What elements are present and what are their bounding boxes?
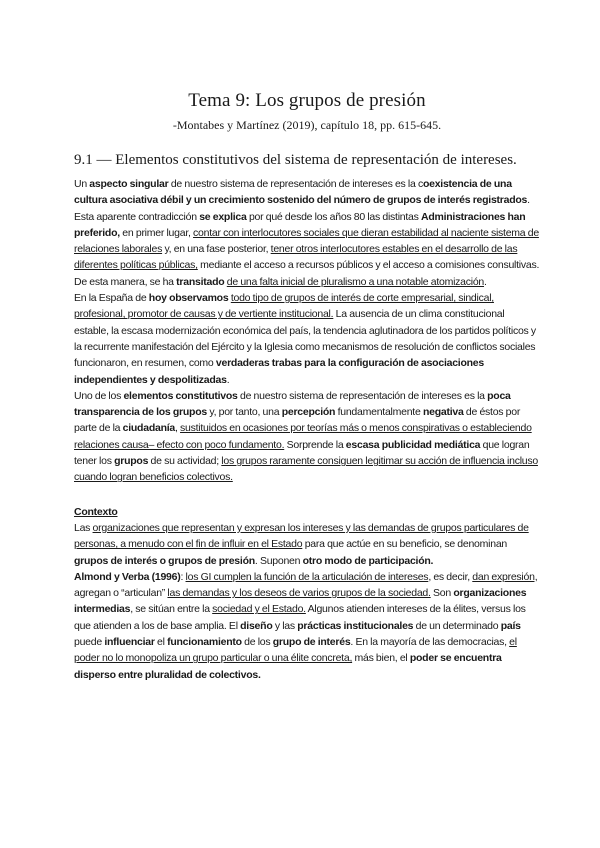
text-run: En la España de [74, 292, 149, 305]
document-body [74, 176, 540, 683]
text-run: . [484, 275, 487, 288]
bold-text: verdaderas trabas para la configuración de asociaciones independientes y despolitizadas [74, 357, 484, 386]
spacer [74, 486, 540, 504]
bold-text: grupos de interés o grupos de presión [74, 554, 255, 567]
paragraph-constitutive-elements [74, 388, 540, 486]
bold-text: grupo de interés [272, 636, 351, 649]
underlined-text: todo tipo de grupos de interés de corte empresarial, sindical, profesional, promotor de causas y de vertiente institucional. [74, 292, 494, 321]
underlined-text: sociedad y el Estado. [212, 603, 306, 616]
bold-text: país [500, 619, 521, 632]
text-run: . Esta aparente contradicción [74, 194, 530, 223]
text-run: agregan o “articulan” [74, 587, 168, 600]
underlined-text: dan expresión, [472, 570, 538, 583]
text-run: para que actúe en su beneficio, se denominan [302, 538, 507, 551]
bold-text: influenciar [104, 636, 155, 649]
bold-text: poder se encuentra disperso entre pluralidad de colectivos. [74, 652, 502, 681]
bold-text: hoy observamos [148, 292, 229, 305]
bold-text: Administraciones han preferido, [74, 210, 526, 239]
section-heading: 9.1 — Elementos constitutivos del sistema de representación de intereses. [74, 152, 517, 168]
text-run: de los [241, 636, 273, 649]
bold-text: oexistencia de una cultura asociativa débil y un crecimiento sostenido del número de grupos de interés registrados [74, 178, 528, 207]
bold-text: poca transparencia de los grupos [74, 389, 511, 419]
bold-text: percepción [281, 406, 336, 419]
text-run: Son [430, 587, 454, 600]
underlined-text: de una falta inicial de pluralismo a una notable atomización [226, 275, 485, 288]
text-run: . Suponen [254, 554, 303, 567]
text-run: que logran tener los [74, 438, 530, 468]
text-run: de su actividad; [148, 455, 222, 468]
bold-text: Almond y Verba (1996) [74, 570, 181, 583]
underlined-text: los grupos raramente consiguen legitimar su acción de influencia incluso cuando logran beneficios colectivos. [74, 455, 538, 484]
text-run: de un determinado [413, 619, 501, 632]
text-run: de éstos por parte de la [74, 406, 521, 435]
underlined-text: tener otros interlocutores estables en el desarrollo de las diferentes políticas públicas, [74, 243, 518, 272]
text-run: Sorprende la [284, 438, 346, 451]
text-run: puede [74, 636, 105, 649]
text-run: Algunos atienden intereses de la élites, versus los que atienden a los de base amplia. El [74, 603, 526, 632]
underlined-text: sustituidos en ocasiones por teorías más o menos conspirativas o estableciendo relaciones causa– efecto con poco fundamento. [74, 422, 532, 451]
text-run: fundamentalmente [335, 406, 423, 419]
context-heading: Contexto [74, 505, 118, 518]
text-run: . En la mayoría de las democracias, [350, 636, 510, 649]
underlined-text: el poder no lo monopoliza un grupo particular o una élite concreta, [74, 636, 517, 665]
bold-text: grupos [114, 455, 149, 468]
bold-text: organizaciones intermedias [74, 587, 527, 616]
bold-text: funcionamiento [167, 636, 242, 649]
bold-text: otro modo de participación. [302, 554, 434, 567]
bold-text: elementos constitutivos [123, 389, 238, 402]
document-subtitle: -Montabes y Martínez (2019), capítulo 18, pp. 615-645. [172, 118, 442, 132]
text-run: Las [74, 521, 93, 534]
text-run: y, en una fase posterior, [162, 243, 271, 256]
bold-text: transitado [176, 275, 225, 288]
underlined-text: contar con interlocutores sociales que dieran estabilidad al naciente sistema de relaciones laborales [74, 226, 539, 256]
text-run: La ausencia de un clima constitucional estable, la escasa modernización económica del país, la tendencia aglutinadora de los partidos políticos y la recurrente manifestación del Ejército y la Iglesia como mecanismos de resolución de conflictos sociales funcionaron, en resumen, como [74, 308, 536, 370]
paragraph-spain-today [74, 290, 540, 388]
bold-text: escasa publicidad mediática [345, 438, 481, 451]
text-run: por qué desde los años 80 las distintas [246, 210, 422, 223]
text-run: mediante el acceso a recursos públicos y el acceso a comisiones consultivas. De esta manera, se ha [74, 259, 540, 288]
text-run: en primer lugar, [119, 226, 194, 239]
bold-text: ciudadanía [122, 422, 175, 435]
bold-text: se explica [199, 210, 247, 223]
document-title: Tema 9: Los grupos de presión [188, 90, 426, 111]
underlined-text: los GI cumplen la función de la articulación de intereses [185, 570, 429, 583]
bold-text: prácticas institucionales [297, 619, 414, 632]
text-run: , [175, 422, 181, 435]
paragraph-coexistence [74, 176, 540, 290]
underlined-text: organizaciones que representan y expresan los intereses y las demandas de grupos particulares de personas, a menudo con el fin de influir en el Estado [74, 521, 529, 551]
text-run: : [180, 570, 186, 583]
text-run: más bien, el [352, 652, 410, 665]
text-run: y, por tanto, una [206, 406, 282, 419]
text-run: Un [74, 178, 90, 190]
text-run: el [154, 636, 168, 649]
text-run: . [226, 373, 230, 386]
text-run: de nuestro sistema de representación de intereses es la c [168, 178, 423, 190]
underlined-text: las demandas y los deseos de varios grupos de la sociedad. [167, 587, 431, 600]
text-run: , es decir, [428, 570, 473, 583]
paragraph-almond-verba [74, 569, 540, 683]
bold-text: negativa [422, 406, 464, 419]
paragraph-context-definition [74, 520, 540, 569]
text-run: , se sitúan entre la [130, 603, 213, 616]
text-run: Uno de los [74, 389, 124, 402]
bold-text: diseño [240, 619, 273, 632]
text-run: de nuestro sistema de representación de intereses es la [237, 389, 488, 402]
bold-text: aspecto singular [89, 178, 169, 190]
text-run: y las [272, 619, 298, 632]
